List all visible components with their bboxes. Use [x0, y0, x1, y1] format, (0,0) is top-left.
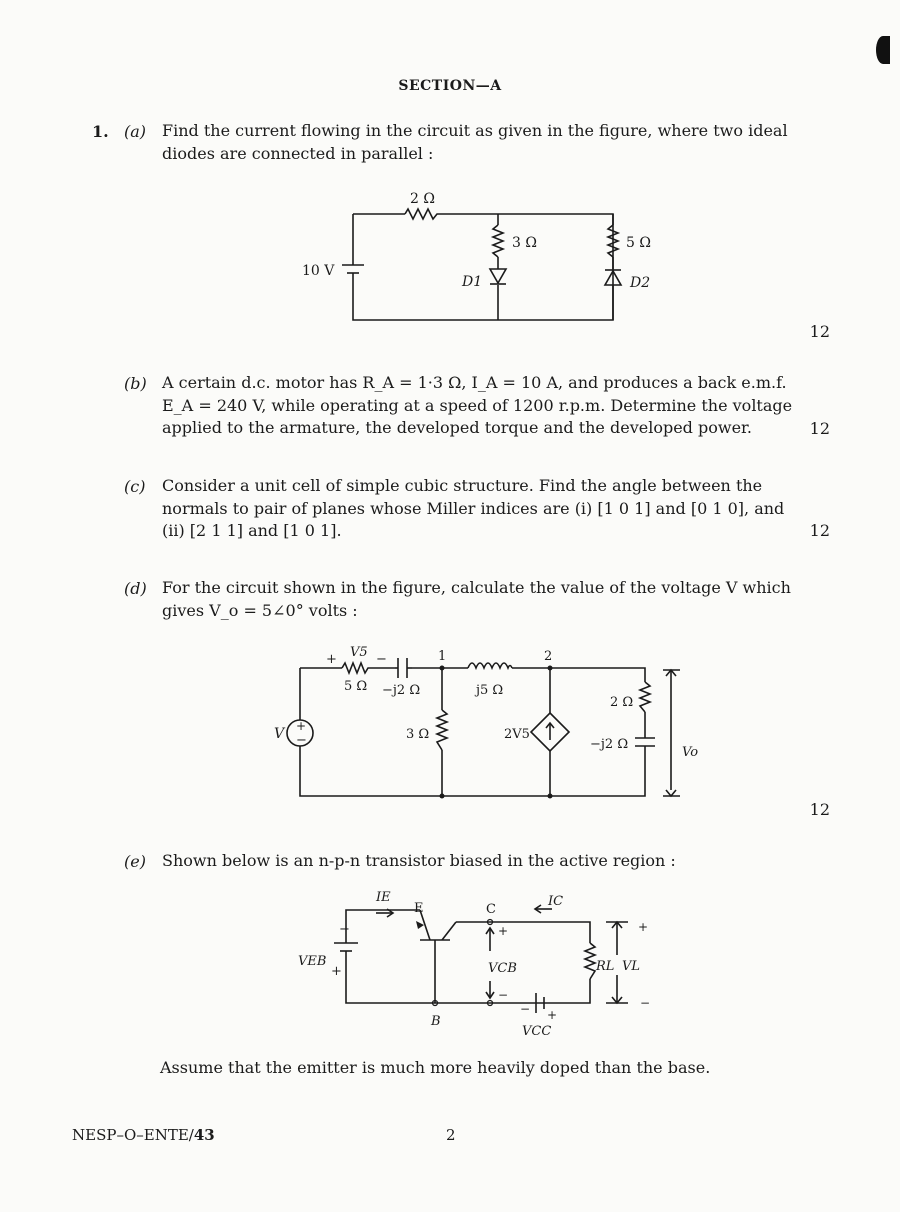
label-vcc: VCC [522, 1024, 552, 1039]
label-vo: Vo [682, 745, 699, 760]
resistor-3ohm [493, 225, 503, 257]
resistor-3ohm [437, 710, 447, 750]
svg-text:−: − [376, 652, 387, 667]
svg-text:+: + [331, 964, 342, 979]
paper-code [72, 1126, 215, 1144]
question-number: 1. [92, 122, 109, 141]
label-2ohm: 2 Ω [410, 191, 435, 207]
label-rl: RL [596, 959, 615, 974]
svg-text:−: − [520, 1002, 531, 1016]
part-a-text [162, 120, 802, 165]
part-b-marks: 12 [809, 419, 830, 438]
svg-text:−: − [296, 733, 307, 748]
section-heading: SECTION—A [398, 78, 502, 94]
part-a-label: (a) [124, 122, 147, 141]
part-c-line2: normals to pair of planes whose Miller indices are (i) [1 0 1] and [0 1 0], and [162, 498, 785, 518]
label-5ohm: 5 Ω [626, 235, 651, 251]
svg-text:+: + [638, 920, 649, 934]
svg-text:+: + [326, 652, 337, 667]
part-b-line1: A certain d.c. motor has R_A = 1·3 Ω, I_A = 10 A, and produces a back e.m.f. [162, 373, 787, 392]
svg-text:−: − [339, 922, 350, 937]
label-d2: D2 [630, 275, 651, 291]
transistor-circuit-figure [290, 885, 670, 1045]
paper-code-prefix: NESP–O–ENTE/ [72, 1126, 194, 1144]
part-a-line1: Find the current flowing in the circuit as given in the figure, where two ideal [162, 121, 788, 140]
part-e-line1: Shown below is an n-p-n transistor biased in the active region : [162, 851, 676, 870]
label-node2: 2 [544, 649, 553, 664]
label-e: E [414, 901, 424, 916]
circuit-wires [353, 214, 613, 320]
page-edge-mark [876, 36, 890, 64]
part-c-marks: 12 [809, 521, 830, 540]
label-d1: D1 [462, 274, 483, 290]
part-d-line1: For the circuit shown in the figure, calculate the value of the voltage V which [162, 578, 791, 597]
label-10v: 10 V [302, 263, 335, 279]
part-d-line2: gives V_o = 5∠0° volts : [162, 600, 358, 620]
part-c-line3: (ii) [2 1 1] and [1 0 1]. [162, 521, 342, 540]
transistor-collector [442, 922, 456, 940]
resistor-5ohm [342, 663, 370, 673]
part-b-line3: applied to the armature, the developed torque and the developed power. [162, 418, 753, 437]
label-c: C [486, 902, 496, 917]
svg-text:+: + [296, 719, 307, 733]
part-b-label: (b) [124, 374, 147, 393]
ac-circuit-figure [260, 640, 700, 810]
label-veb: VEB [298, 954, 327, 969]
part-b-line2: E_A = 240 V, while operating at a speed of 1200 r.p.m. Determine the voltage [162, 395, 793, 415]
label-ie: IE [376, 890, 391, 905]
part-d-marks: 12 [809, 800, 830, 819]
part-d-text [162, 577, 802, 622]
label-v5: V5 [350, 645, 368, 660]
resistor-2ohm [640, 682, 650, 712]
label-b: B [431, 1014, 441, 1029]
transistor-wires [346, 910, 590, 1003]
page-number: 2 [446, 1126, 456, 1144]
resistor-2ohm [405, 209, 440, 219]
part-a-line2: diodes are connected in parallel : [162, 143, 434, 163]
label-3ohm: 3 Ω [406, 727, 430, 742]
label-node1: 1 [438, 649, 447, 664]
part-e-label: (e) [124, 852, 146, 871]
paper-code-number: 43 [193, 1126, 215, 1144]
part-b-text [162, 372, 802, 440]
svg-text:+: + [498, 924, 509, 938]
label-5ohm: 5 Ω [344, 679, 368, 694]
svg-text:−: − [498, 988, 509, 1002]
vo-arrow [663, 670, 680, 796]
svg-text:−: − [640, 996, 651, 1010]
diode-circuit-figure [290, 185, 651, 330]
label-j5: j5 Ω [476, 683, 504, 698]
label-v-source: V [274, 726, 285, 742]
label-ic: IC [548, 894, 564, 909]
label-cap1: −j2 Ω [382, 683, 421, 698]
label-3ohm: 3 Ω [512, 235, 537, 251]
part-c-line1: Consider a unit cell of simple cubic structure. Find the angle between the [162, 476, 763, 495]
label-2v5: 2V5 [504, 727, 530, 742]
label-2ohm: 2 Ω [610, 695, 634, 710]
part-c-text [162, 475, 802, 543]
label-cap2: −j2 Ω [590, 737, 629, 752]
label-vcb: VCB [488, 961, 517, 976]
inductor-j5 [468, 663, 512, 668]
resistor-rl [585, 943, 595, 979]
diode-d1 [490, 269, 506, 283]
label-vl: VL [622, 959, 641, 974]
part-e-line2: Assume that the emitter is much more heavily doped than the base. [160, 1058, 711, 1077]
part-a-marks: 12 [809, 322, 830, 341]
part-c-label: (c) [124, 477, 146, 496]
part-d-label: (d) [124, 579, 147, 598]
svg-text:+: + [547, 1008, 558, 1022]
